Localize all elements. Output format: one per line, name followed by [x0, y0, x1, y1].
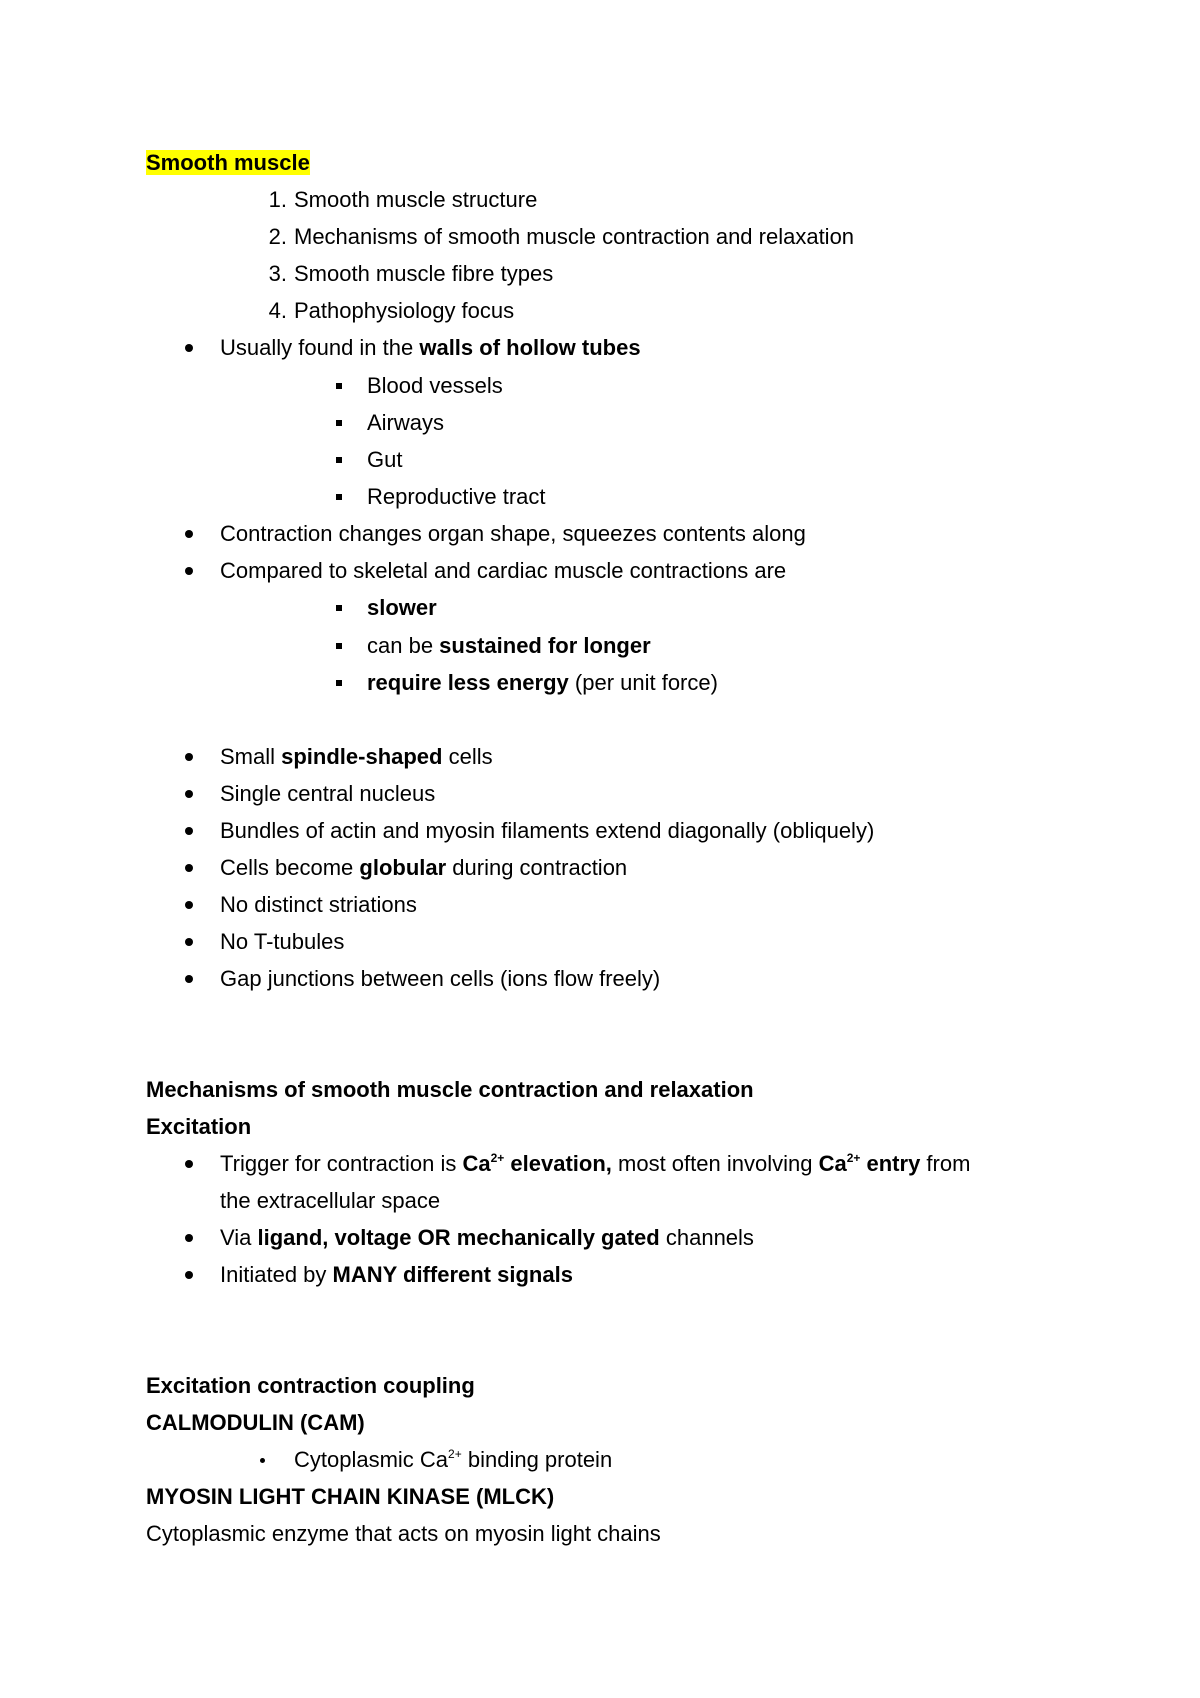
calmodulin-description	[294, 1447, 612, 1473]
feature-striations: No distinct striations	[220, 892, 417, 917]
text-run: Via	[220, 1225, 258, 1250]
text-run-bold: walls of hollow tubes	[419, 335, 641, 360]
section-heading-ecc: Excitation contraction coupling	[146, 1373, 475, 1398]
subheading-calmodulin: CALMODULIN (CAM)	[146, 1410, 365, 1435]
bullet-icon	[182, 781, 196, 795]
bullet-icon	[182, 1262, 196, 1276]
bullet-icon	[182, 558, 196, 572]
feature-spindle	[220, 744, 493, 770]
text-run-bold: MANY different signals	[332, 1262, 573, 1287]
subheading-excitation: Excitation	[146, 1114, 252, 1139]
superscript: 2+	[846, 1151, 861, 1165]
outline-item: Mechanisms of smooth muscle contraction and relaxation	[294, 224, 855, 249]
bullet-icon	[182, 521, 196, 535]
text-run-bold: require less energy	[367, 670, 569, 695]
superscript: 2+	[490, 1151, 505, 1165]
section-heading-mechanisms: Mechanisms of smooth muscle contraction and relaxation	[146, 1077, 754, 1102]
outline-number: 4.	[268, 298, 287, 323]
bullet-icon	[182, 892, 196, 906]
title	[146, 150, 310, 176]
outline-number: 1.	[268, 187, 287, 212]
bullet-icon	[258, 1447, 268, 1457]
title-highlight: Smooth muscle	[146, 150, 310, 175]
text-run: binding protein	[461, 1447, 613, 1472]
feature-gap-junctions: Gap junctions between cells (ions flow freely)	[220, 966, 661, 991]
text-run-bold: globular	[359, 855, 447, 880]
list-item-contraction-shape: Contraction changes organ shape, squeezes contents along	[220, 521, 806, 546]
list-item-found	[220, 335, 641, 361]
text-run: Cytoplasmic Ca	[294, 1447, 449, 1472]
feature-nucleus: Single central nucleus	[220, 781, 436, 806]
square-bullet-icon	[333, 633, 345, 645]
square-bullet-icon	[333, 447, 345, 459]
feature-ttubules: No T-tubules	[220, 929, 345, 954]
text-run: cells	[442, 744, 493, 769]
location-item: Blood vessels	[367, 373, 503, 398]
text-run: (per unit force)	[568, 670, 718, 695]
text-run-bold: Ca	[818, 1151, 847, 1176]
square-bullet-icon	[333, 410, 345, 422]
text-run: Small	[220, 744, 282, 769]
text-run: most often involving	[611, 1151, 819, 1176]
text-run-bold: entry	[860, 1151, 921, 1176]
outline-item: Smooth muscle fibre types	[294, 261, 554, 286]
text-run: Cells become	[220, 855, 360, 880]
text-run-bold: spindle-shaped	[281, 744, 443, 769]
bullet-icon	[182, 744, 196, 758]
text-run-bold: sustained for longer	[439, 633, 651, 658]
square-bullet-icon	[333, 670, 345, 682]
excitation-trigger-continuation: the extracellular space	[220, 1188, 441, 1213]
bullet-icon	[182, 1225, 196, 1239]
feature-bundles: Bundles of actin and myosin filaments extend diagonally (obliquely)	[220, 818, 875, 843]
text-run-bold: ligand, voltage OR mechanically gated	[257, 1225, 660, 1250]
mlck-description: Cytoplasmic enzyme that acts on myosin light chains	[146, 1521, 661, 1546]
outline-item: Pathophysiology focus	[294, 298, 515, 323]
square-bullet-icon	[333, 373, 345, 385]
superscript: 2+	[448, 1447, 462, 1461]
comparison-energy	[367, 670, 718, 696]
excitation-channels	[220, 1225, 754, 1251]
text-run-bold: Ca	[462, 1151, 491, 1176]
text-run: from	[920, 1151, 971, 1176]
location-item: Gut	[367, 447, 403, 472]
feature-globular	[220, 855, 627, 881]
bullet-icon	[182, 929, 196, 943]
text-run: channels	[659, 1225, 754, 1250]
location-item: Airways	[367, 410, 445, 435]
comparison-sustained	[367, 633, 651, 659]
outline-item: Smooth muscle structure	[294, 187, 538, 212]
bullet-icon	[182, 855, 196, 869]
excitation-trigger	[220, 1151, 970, 1177]
comparison-slower: slower	[367, 595, 437, 620]
bullet-icon	[182, 966, 196, 980]
subheading-mlck: MYOSIN LIGHT CHAIN KINASE (MLCK)	[146, 1484, 555, 1509]
text-run: Trigger for contraction is	[220, 1151, 463, 1176]
text-run-bold: elevation,	[504, 1151, 612, 1176]
text-run: can be	[367, 633, 440, 658]
bullet-icon	[182, 335, 196, 349]
bullet-icon	[182, 818, 196, 832]
excitation-initiated	[220, 1262, 573, 1288]
text-run: Usually found in the	[220, 335, 420, 360]
outline-number: 3.	[268, 261, 287, 286]
list-item-compared: Compared to skeletal and cardiac muscle contractions are	[220, 558, 787, 583]
square-bullet-icon	[333, 484, 345, 496]
square-bullet-icon	[333, 595, 345, 607]
text-run: during contraction	[446, 855, 628, 880]
bullet-icon	[182, 1151, 196, 1165]
text-run: Initiated by	[220, 1262, 333, 1287]
outline-number: 2.	[268, 224, 287, 249]
location-item: Reproductive tract	[367, 484, 546, 509]
